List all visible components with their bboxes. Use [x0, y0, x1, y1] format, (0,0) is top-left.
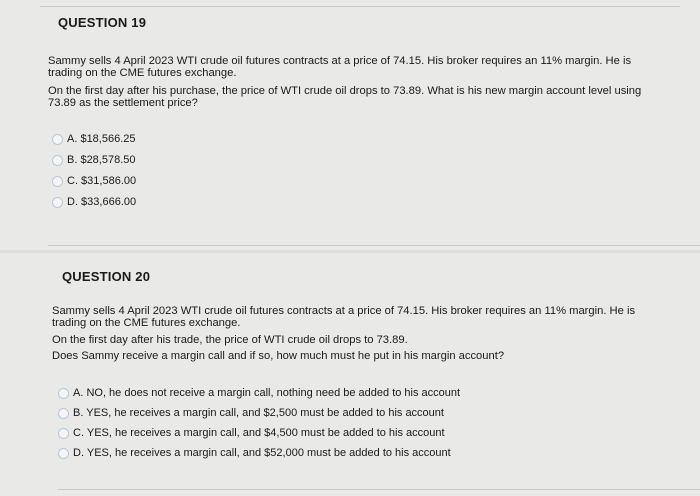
radio-icon[interactable]: [58, 408, 69, 419]
top-divider: [40, 6, 680, 7]
q19-option-d[interactable]: [52, 196, 136, 208]
option-label: D. YES, he receives a margin call, and $52,000 must be added to his account: [73, 447, 451, 459]
option-label: A. NO, he does not receive a margin call, nothing need be added to his account: [73, 387, 461, 399]
q20-option-c[interactable]: [58, 427, 445, 439]
radio-icon[interactable]: [58, 428, 69, 439]
section-divider: [48, 245, 700, 246]
radio-icon[interactable]: [52, 155, 63, 166]
section-gap: [0, 250, 700, 253]
option-label: C. $31,586.00: [67, 175, 137, 187]
option-label: C. YES, he receives a margin call, and $4,500 must be added to his account: [73, 427, 445, 439]
q19-option-c[interactable]: [52, 175, 136, 187]
option-label: B. $28,578.50: [67, 154, 136, 166]
q20-text-line: On the first day after his trade, the price of WTI crude oil drops to 73.89.: [52, 334, 408, 346]
radio-icon[interactable]: [58, 388, 69, 399]
q20-option-a[interactable]: [58, 387, 460, 399]
bottom-divider: [58, 489, 700, 490]
q20-text-line: Sammy sells 4 April 2023 WTI crude oil futures contracts at a price of 74.15. His broker requires an 11% margin. He is: [52, 305, 636, 317]
question-19-title: QUESTION 19: [58, 15, 147, 30]
option-label: B. YES, he receives a margin call, and $2,500 must be added to his account: [73, 407, 444, 419]
q20-text-line: Does Sammy receive a margin call and if so, how much must he put in his margin account?: [52, 350, 505, 362]
radio-icon[interactable]: [52, 134, 63, 145]
q19-text-line: Sammy sells 4 April 2023 WTI crude oil futures contracts at a price of 74.15. His broker requires an 11% margin. He is: [48, 55, 632, 67]
radio-icon[interactable]: [58, 448, 69, 459]
q20-text-line: trading on the CME futures exchange.: [52, 317, 241, 329]
option-label: D. $33,666.00: [67, 196, 137, 208]
q19-text-line: 73.89 as the settlement price?: [48, 97, 198, 109]
question-20-title: QUESTION 20: [62, 269, 151, 284]
radio-icon[interactable]: [52, 176, 63, 187]
q19-option-b[interactable]: [52, 154, 136, 166]
q19-text-line: trading on the CME futures exchange.: [48, 67, 237, 79]
q20-option-b[interactable]: [58, 407, 444, 419]
radio-icon[interactable]: [52, 197, 63, 208]
option-label: A. $18,566.25: [67, 133, 136, 145]
q20-option-d[interactable]: [58, 447, 451, 459]
q19-text-line: On the first day after his purchase, the price of WTI crude oil drops to 73.89. What is his new margin account level using: [48, 85, 642, 97]
q19-option-a[interactable]: [52, 133, 136, 145]
